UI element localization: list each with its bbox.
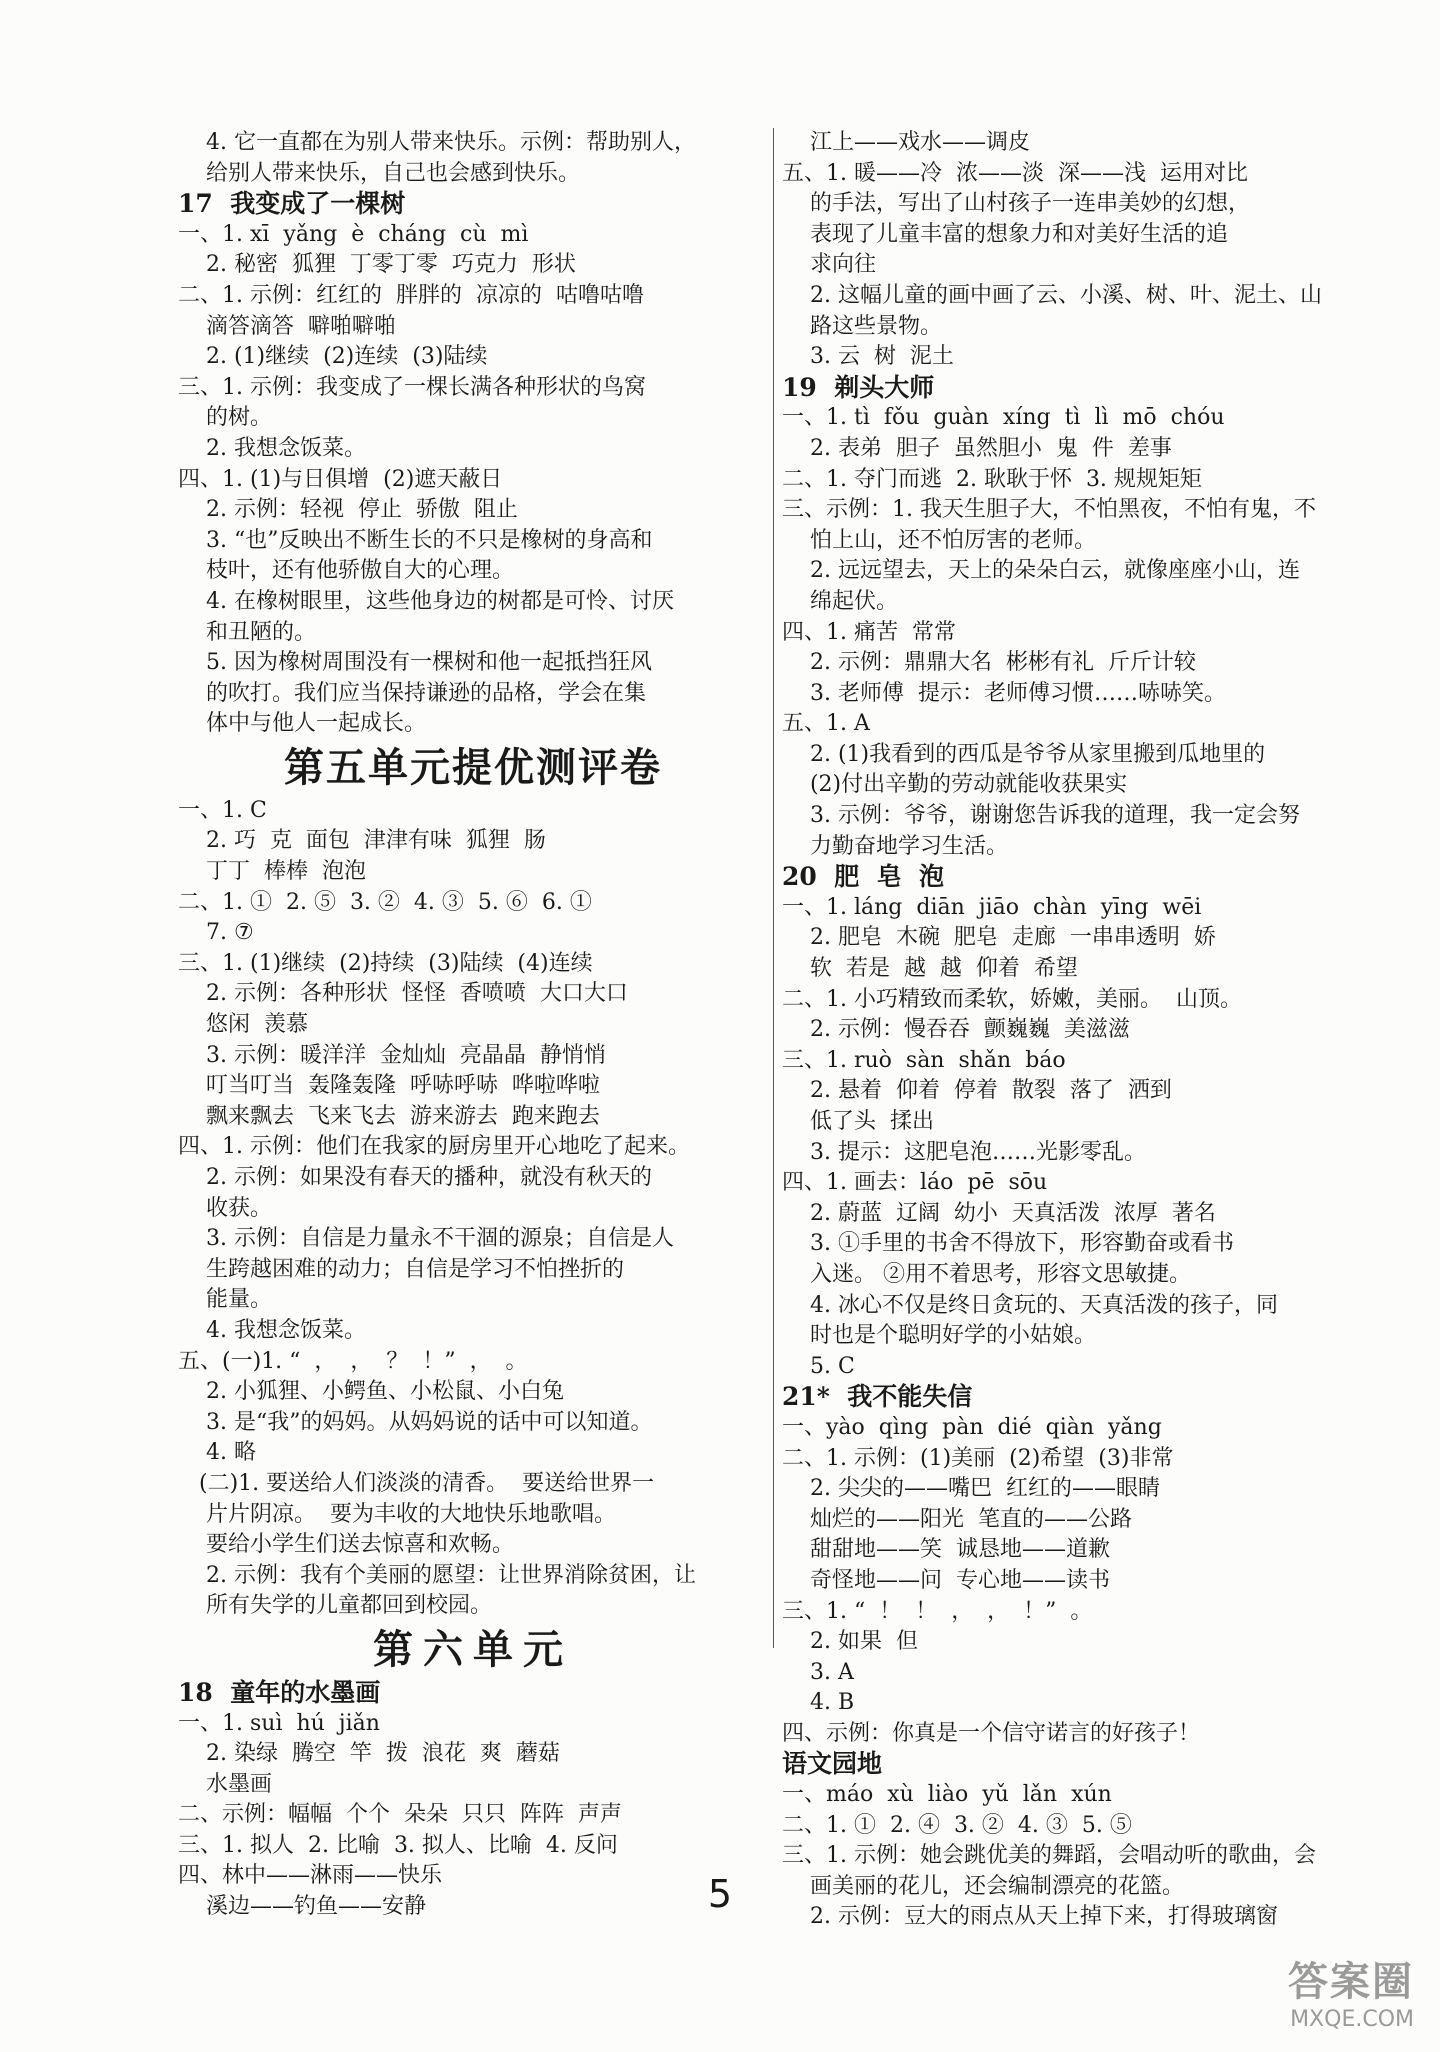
answer-line: 能量。: [178, 1287, 272, 1313]
answer-line: 四、1. 痛苦 常常: [782, 619, 956, 645]
answer-line: 2. 示例：轻视 停止 骄傲 阻止: [178, 497, 518, 523]
answer-line: 2. 示例：豆大的雨点从天上掉下来，打得玻璃窗: [782, 1904, 1278, 1930]
answer-line: 三、1. 拟人 2. 比喻 3. 拟人、比喻 4. 反问: [178, 1832, 618, 1858]
left-column: [178, 128, 768, 1923]
answer-line: 飘来飘去 飞来飞去 游来游去 跑来跑去: [178, 1103, 600, 1129]
answer-line: 3. “也”反映出不断生长的不只是橡树的身高和: [178, 527, 653, 553]
answer-line: 5. C: [782, 1353, 855, 1379]
answer-line: 片片阴凉。 要为丰收的大地快乐地歌唱。: [178, 1501, 616, 1527]
answer-line: 的手法，写出了山村孩子一连串美妙的幻想，: [782, 191, 1250, 217]
answer-line: 四、示例：你真是一个信守诺言的好孩子！: [782, 1720, 1201, 1746]
answer-line: 三、1. ruò sàn shǎn báo: [782, 1047, 1066, 1073]
column-divider: [773, 128, 774, 1648]
answer-line: 低了头 揉出: [782, 1109, 934, 1134]
lesson-heading: 21* 我不能失信: [782, 1382, 973, 1412]
lesson-heading: 20 肥 皂 泡: [782, 862, 945, 892]
answer-line: 2. (1)继续 (2)连续 (3)陆续: [178, 344, 488, 370]
answer-line: 力勤奋地学习生活。: [782, 833, 1008, 859]
answer-line: 2. 示例：慢吞吞 颤巍巍 美滋滋: [782, 1017, 1130, 1043]
answer-line: 4. 冰心不仅是终日贪玩的、天真活泼的孩子，同: [782, 1292, 1278, 1318]
answer-line: 时也是个聪明好学的小姑娘。: [782, 1323, 1096, 1349]
answer-line: 奇怪地——问 专心地——读书: [782, 1567, 1110, 1593]
answer-line: 一、1. C: [178, 797, 267, 823]
lesson-heading: 18 童年的水墨画: [178, 1677, 381, 1707]
answer-line: 3. 云 树 泥土: [782, 344, 954, 370]
answer-line: 四、林中——淋雨——快乐: [178, 1863, 443, 1889]
answer-line: 2. 如果 但: [782, 1629, 918, 1655]
answer-line: 2. (1)我看到的西瓜是爷爷从家里搬到瓜地里的: [782, 741, 1266, 767]
answer-line: 4. B: [782, 1690, 855, 1716]
answer-line: 叮当叮当 轰隆轰隆 呼哧呼哧 哗啦哗啦: [178, 1073, 600, 1099]
answer-line: 一、1. suì hú jiǎn: [178, 1710, 380, 1736]
lesson-heading: 19 剃头大师: [782, 372, 935, 402]
answer-line: 怕上山，还不怕厉害的老师。: [782, 527, 1096, 553]
answer-line: 2. 肥皂 木碗 肥皂 走廊 一串串透明 娇: [782, 925, 1216, 951]
answer-line: 2. 示例：我有个美丽的愿望：让世界消除贫困，让: [178, 1562, 696, 1588]
answer-line: 2. 巧 克 面包 津津有味 狐狸 肠: [178, 828, 546, 854]
answer-line: 4. 在橡树眼里，这些他身边的树都是可怜、讨厌: [178, 588, 674, 614]
answer-line: 和丑陋的。: [178, 619, 316, 645]
answer-line: 一、1. láng diān jiāo chàn yīng wēi: [782, 894, 1202, 920]
answer-line: 二、1. ① 2. ⑤ 3. ② 4. ③ 5. ⑥ 6. ①: [178, 889, 592, 915]
answer-line: (二)1. 要送给人们淡淡的清香。 要送给世界一: [178, 1470, 655, 1496]
answer-line: 一、1. tì fǒu guàn xíng tì lì mō chóu: [782, 405, 1225, 431]
answer-line: 五、1. A: [782, 711, 870, 737]
answer-line: 三、1. (1)继续 (2)持续 (3)陆续 (4)连续: [178, 950, 593, 976]
answer-line: 三、1. 示例：她会跳优美的舞蹈，会唱动听的歌曲，会: [782, 1843, 1316, 1869]
answer-line: (2)付出辛勤的劳动就能收获果实: [782, 772, 1128, 798]
answer-line: 2. 染绿 腾空 竿 拨 浪花 爽 蘑菇: [178, 1741, 560, 1767]
answer-line: 三、1. 示例：我变成了一棵长满各种形状的鸟窝: [178, 374, 646, 400]
answer-line: 2. 尖尖的——嘴巴 红红的——眼睛: [782, 1476, 1160, 1502]
answer-line: 要给小学生们送去惊喜和欢畅。: [178, 1532, 514, 1558]
answer-line: 的树。: [178, 405, 272, 431]
answer-line: 表现了儿童丰富的想象力和对美好生活的追: [782, 221, 1228, 247]
answer-line: 2. 远远望去，天上的朵朵白云，就像座座小山，连: [782, 558, 1300, 584]
answer-line: 五、(一)1. “ ， ， ？ ！” ， 。: [178, 1348, 528, 1374]
answer-line: 三、1. “ ！ ！ ， ， ！” 。: [782, 1598, 1093, 1624]
answer-line: 四、1. (1)与日俱增 (2)遮天蔽日: [178, 466, 503, 492]
answer-line: 2. 秘密 狐狸 丁零丁零 巧克力 形状: [178, 252, 576, 278]
answer-line: 4. 略: [178, 1440, 256, 1466]
answer-line: 一、1. xī yǎng è cháng cù mì: [178, 221, 529, 247]
answer-line: 溪边——钓鱼——安静: [178, 1894, 426, 1920]
unit-heading: 第六单元: [373, 1626, 573, 1673]
answer-line: 3. 提示：这肥皂泡……光影零乱。: [782, 1139, 1146, 1165]
watermark-url: MXQE.COM: [1290, 2007, 1414, 2032]
answer-line: 三、示例：1. 我天生胆子大，不怕黑夜，不怕有鬼，不: [782, 497, 1316, 523]
answer-line: 体中与他人一起成长。: [178, 711, 426, 737]
answer-line: 2. 示例：各种形状 怪怪 香喷喷 大口大口: [178, 981, 628, 1007]
answer-line: 江上——戏水——调皮: [782, 130, 1030, 155]
answer-line: 4. 我想念饭菜。: [178, 1317, 366, 1343]
answer-line: 水墨画: [178, 1771, 272, 1797]
answer-line: 7. ⑦: [178, 920, 254, 946]
answer-line: 一、yào qìng pàn dié qiàn yǎng: [782, 1414, 1162, 1440]
answer-line: 2. 小狐狸、小鳄鱼、小松鼠、小白兔: [178, 1379, 564, 1405]
answer-line: 3. 示例：暖洋洋 金灿灿 亮晶晶 静悄悄: [178, 1042, 606, 1068]
answer-line: 给别人带来快乐，自己也会感到快乐。: [178, 160, 580, 186]
answer-line: 的吹打。我们应当保持谦逊的品格，学会在集: [178, 680, 646, 706]
answer-line: 5. 因为橡树周围没有一棵树和他一起抵挡狂风: [178, 650, 652, 676]
answer-line: 路这些景物。: [782, 313, 942, 339]
answer-line: 灿烂的——阳光 笔直的——公路: [782, 1506, 1132, 1532]
answer-line: 3. ①手里的书舍不得放下，形容勤奋或看书: [782, 1231, 1234, 1257]
answer-line: 收获。: [178, 1195, 272, 1221]
answer-line: 求向往: [782, 252, 876, 278]
answer-line: 悠闲 羡慕: [178, 1012, 308, 1038]
answer-line: 入迷。 ②用不着思考，形容文思敏捷。: [782, 1261, 1191, 1287]
answer-line: 甜甜地——笑 诚恳地——道歉: [782, 1537, 1110, 1563]
answer-line: 生跨越困难的动力；自信是学习不怕挫折的: [178, 1256, 624, 1282]
answer-line: 二、1. 夺门而逃 2. 耿耿于怀 3. 规规矩矩: [782, 466, 1202, 492]
answer-line: 二、1. 示例：红红的 胖胖的 凉凉的 咕噜咕噜: [178, 282, 644, 308]
answer-line: 2. 我想念饭菜。: [178, 435, 366, 461]
answer-line: 2. 蔚蓝 辽阔 幼小 天真活泼 浓厚 著名: [782, 1200, 1216, 1226]
answer-line: 画美丽的花儿，还会编制漂亮的花篮。: [782, 1873, 1184, 1899]
lesson-heading: 语文园地: [782, 1749, 883, 1779]
answer-line: 3. 示例：自信是力量永不干涸的源泉；自信是人: [178, 1226, 674, 1252]
unit-heading: 第五单元提优测评卷: [284, 744, 662, 791]
answer-line: 二、1. 小巧精致而柔软，娇嫩，美丽。 山顶。: [782, 986, 1242, 1012]
lesson-heading: 17 我变成了一棵树: [178, 189, 406, 219]
answer-line: 4. 它一直都在为别人带来快乐。示例：帮助别人，: [178, 130, 696, 155]
answer-line: 2. 示例：如果没有春天的播种，就没有秋天的: [178, 1165, 652, 1190]
answer-line: 软 若是 越 越 仰着 希望: [782, 956, 1078, 982]
answer-line: 绵起伏。: [782, 588, 898, 614]
answer-line: 3. A: [782, 1659, 854, 1685]
answer-line: 2. 这幅儿童的画中画了云、小溪、树、叶、泥土、山: [782, 282, 1322, 308]
answer-line: 2. 悬着 仰着 停着 散裂 落了 洒到: [782, 1078, 1172, 1104]
answer-line: 丁丁 棒棒 泡泡: [178, 859, 366, 885]
answer-line: 一、máo xù liào yǔ lǎn xún: [782, 1782, 1112, 1808]
answer-line: 二、1. 示例：(1)美丽 (2)希望 (3)非常: [782, 1445, 1174, 1471]
answer-line: 3. 老师傅 提示：老师傅习惯……哧哧笑。: [782, 680, 1226, 706]
answer-line: 滴答滴答 噼啪噼啪: [178, 313, 396, 339]
answer-line: 四、1. 示例：他们在我家的厨房里开心地吃了起来。: [178, 1134, 690, 1160]
answer-line: 五、1. 暖——冷 浓——淡 深——浅 运用对比: [782, 160, 1248, 186]
answer-line: 枝叶，还有他骄傲自大的心理。: [178, 558, 514, 584]
watermark-logo: 答案圈: [1288, 1959, 1414, 2005]
answer-line: 所有失学的儿童都回到校园。: [178, 1593, 492, 1619]
answer-line: 二、示例：幅幅 个个 朵朵 只只 阵阵 声声: [178, 1802, 622, 1828]
right-column: [782, 128, 1360, 1933]
answer-line: 二、1. ① 2. ④ 3. ② 4. ③ 5. ⑤: [782, 1812, 1132, 1838]
answer-line: 2. 表弟 胆子 虽然胆小 鬼 件 差事: [782, 435, 1172, 461]
answer-line: 3. 是“我”的妈妈。从妈妈说的话中可以知道。: [178, 1409, 653, 1435]
watermark: [1288, 1950, 1414, 2032]
answer-line: 四、1. 画去：láo pē sōu: [782, 1170, 1048, 1196]
answer-line: 2. 示例：鼎鼎大名 彬彬有礼 斤斤计较: [782, 650, 1196, 676]
page-number: 5: [707, 1872, 733, 1916]
answer-line: 3. 示例：爷爷，谢谢您告诉我的道理，我一定会努: [782, 803, 1300, 829]
